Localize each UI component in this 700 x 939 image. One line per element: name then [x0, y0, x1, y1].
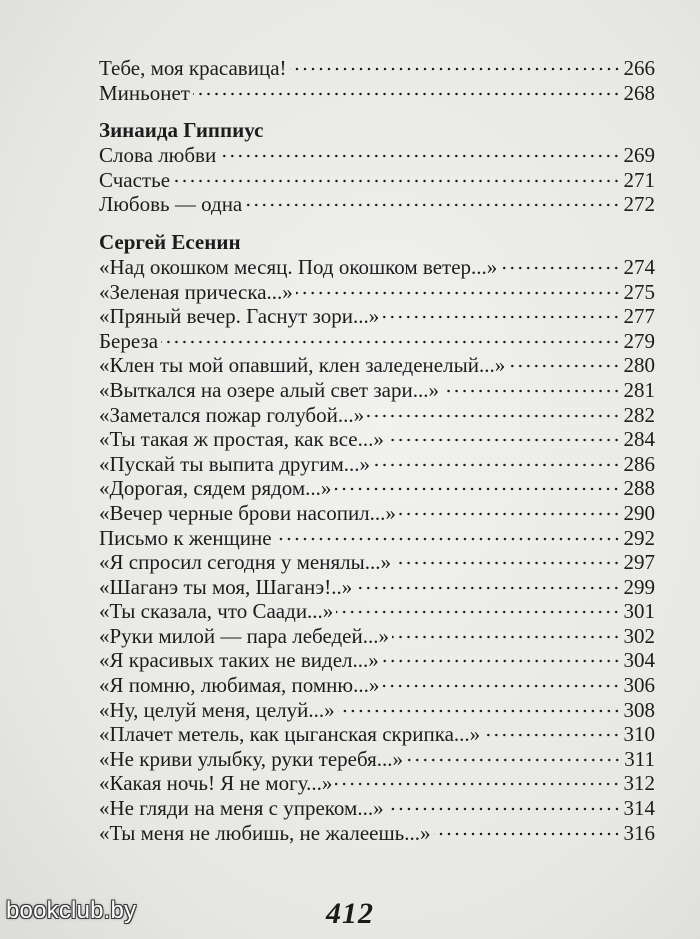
toc-entry [99, 575, 655, 600]
entry-title: Береза [99, 328, 159, 353]
toc-entry [99, 648, 655, 673]
entry-title: «Не гляди на меня с упреком...» [99, 796, 384, 821]
entry-page-number: 306 [623, 673, 655, 698]
entry-title: «Какая ночь! Я не могу...» [99, 771, 333, 796]
dot-leader [338, 709, 621, 713]
entry-title: Тебе, моя красавица! [99, 56, 287, 80]
entry-title: «Ты такая ж простая, как все...» [99, 427, 384, 452]
toc-entry [99, 796, 655, 821]
toc-entry [99, 476, 655, 501]
toc-entry [99, 771, 655, 796]
toc-entry [99, 747, 655, 772]
toc-section [99, 117, 655, 217]
entry-title: «Пускай ты выпита другим...» [99, 451, 371, 476]
dot-leader [355, 586, 620, 590]
dot-leader [173, 179, 620, 183]
dot-leader [406, 758, 621, 762]
entry-title: Любовь — одна [99, 192, 243, 217]
entry-page-number: 274 [623, 254, 655, 279]
toc-entry [99, 353, 655, 378]
entry-page-number: 312 [623, 771, 655, 796]
entry-title: «Руки милой — пара лебедей...» [99, 623, 389, 648]
toc-entry [99, 304, 655, 329]
entry-page-number: 288 [623, 476, 655, 501]
dot-leader [161, 340, 620, 344]
toc-entry [99, 821, 655, 846]
entry-title: «Дорогая, сядем рядом...» [99, 476, 332, 501]
toc-entry [99, 501, 655, 526]
dot-leader [442, 389, 621, 393]
entry-title: Письмо к женщине [99, 525, 272, 550]
dot-leader [219, 154, 620, 158]
entry-title: «Зеленая прическа...» [99, 279, 293, 304]
dot-leader [387, 438, 621, 442]
entry-page-number: 302 [623, 623, 655, 648]
toc-entry [99, 452, 655, 477]
entry-title: «Выткался на озере алый свет зари...» [99, 377, 439, 402]
entry-page-number: 290 [623, 500, 655, 525]
dot-leader [296, 291, 621, 295]
toc-entry [99, 329, 655, 354]
entry-title: «Шаганэ ты моя, Шаганэ!..» [99, 574, 353, 599]
dot-leader [382, 315, 620, 319]
entry-page-number: 292 [623, 525, 655, 550]
entry-page-number: 297 [623, 550, 655, 575]
author-heading: Сергей Есенин [99, 229, 241, 254]
dot-leader [382, 684, 620, 688]
entry-title: Миньонет [99, 80, 190, 105]
entry-title: «Ты меня не любишь, не жалеешь...» [99, 820, 431, 845]
entry-title: «Ну, целуй меня, целуй...» [99, 697, 335, 722]
entry-title: «Клен ты мой опавший, клен заледенелый...» [99, 353, 506, 378]
toc-entry [99, 378, 655, 403]
entry-title: «Я красивых таких не видел...» [99, 648, 379, 673]
page-number: 412 [326, 897, 374, 930]
entry-page-number: 314 [623, 796, 655, 821]
dot-leader [483, 733, 620, 737]
toc-entry [99, 403, 655, 428]
toc-entry [99, 624, 655, 649]
toc-entry [99, 673, 655, 698]
entry-page-number: 308 [623, 697, 655, 722]
toc-entry [99, 168, 655, 193]
dot-leader [367, 414, 620, 418]
entry-page-number: 316 [623, 820, 655, 845]
dot-leader [193, 92, 621, 96]
entry-page-number: 299 [623, 574, 655, 599]
dot-leader [275, 537, 621, 541]
entry-page-number: 277 [623, 304, 655, 329]
entry-page-number: 271 [623, 167, 655, 192]
entry-page-number: 311 [624, 746, 655, 771]
dot-leader [434, 832, 621, 836]
entry-title: «Заметался пожар голубой...» [99, 402, 365, 427]
dot-leader [335, 782, 620, 786]
entry-title: «Ты сказала, что Саади...» [99, 599, 334, 624]
table-of-contents [99, 56, 655, 845]
dot-leader [392, 635, 621, 639]
dot-leader [399, 512, 621, 516]
entry-page-number: 280 [623, 353, 655, 378]
toc-entry [99, 81, 655, 106]
entry-page-number: 304 [623, 648, 655, 673]
entry-page-number: 269 [623, 143, 655, 168]
dot-leader [290, 67, 621, 71]
dot-leader [508, 364, 620, 368]
toc-entry [99, 192, 655, 217]
toc-entry [99, 722, 655, 747]
entry-title: «Не криви улыбку, руки теребя...» [99, 746, 404, 771]
entry-title: «Я помню, любимая, помню...» [99, 673, 380, 698]
entry-page-number: 266 [623, 56, 655, 80]
toc-entry [99, 427, 655, 452]
entry-title: Счастье [99, 167, 171, 192]
toc-entry [99, 526, 655, 551]
entry-title: «Пряный вечер. Гаснут зори...» [99, 304, 380, 329]
toc-entry [99, 143, 655, 168]
dot-leader [245, 203, 620, 207]
entry-page-number: 286 [623, 451, 655, 476]
entry-title: Слова любви [99, 143, 217, 168]
entry-title: «Я спросил сегодня у менялы...» [99, 550, 391, 575]
entry-page-number: 268 [623, 80, 655, 105]
dot-leader [382, 659, 621, 663]
dot-leader [387, 807, 621, 811]
toc-entry [99, 255, 655, 280]
entry-page-number: 301 [623, 599, 655, 624]
dot-leader [394, 561, 621, 565]
toc-entry [99, 550, 655, 575]
dot-leader [500, 266, 620, 270]
toc-entry [99, 599, 655, 624]
entry-title: «Над окошком месяц. Под окошком ветер...» [99, 254, 498, 279]
toc-section [99, 56, 655, 105]
entry-page-number: 284 [623, 427, 655, 452]
dot-leader [373, 463, 620, 467]
watermark: bookclub.by [6, 897, 137, 924]
author-heading: Зинаида Гиппиус [99, 118, 264, 143]
entry-page-number: 272 [623, 192, 655, 217]
toc-entry [99, 698, 655, 723]
entry-page-number: 310 [623, 722, 655, 747]
entry-page-number: 275 [623, 279, 655, 304]
entry-title: «Вечер черные брови насопил...» [99, 500, 396, 525]
toc-entry [99, 56, 655, 81]
dot-leader [336, 610, 620, 614]
entry-page-number: 281 [623, 377, 655, 402]
toc-section [99, 229, 655, 845]
dot-leader [334, 487, 620, 491]
entry-title: «Плачет метель, как цыганская скрипка...» [99, 722, 481, 747]
entry-page-number: 279 [623, 328, 655, 353]
toc-entry [99, 280, 655, 305]
entry-page-number: 282 [623, 402, 655, 427]
